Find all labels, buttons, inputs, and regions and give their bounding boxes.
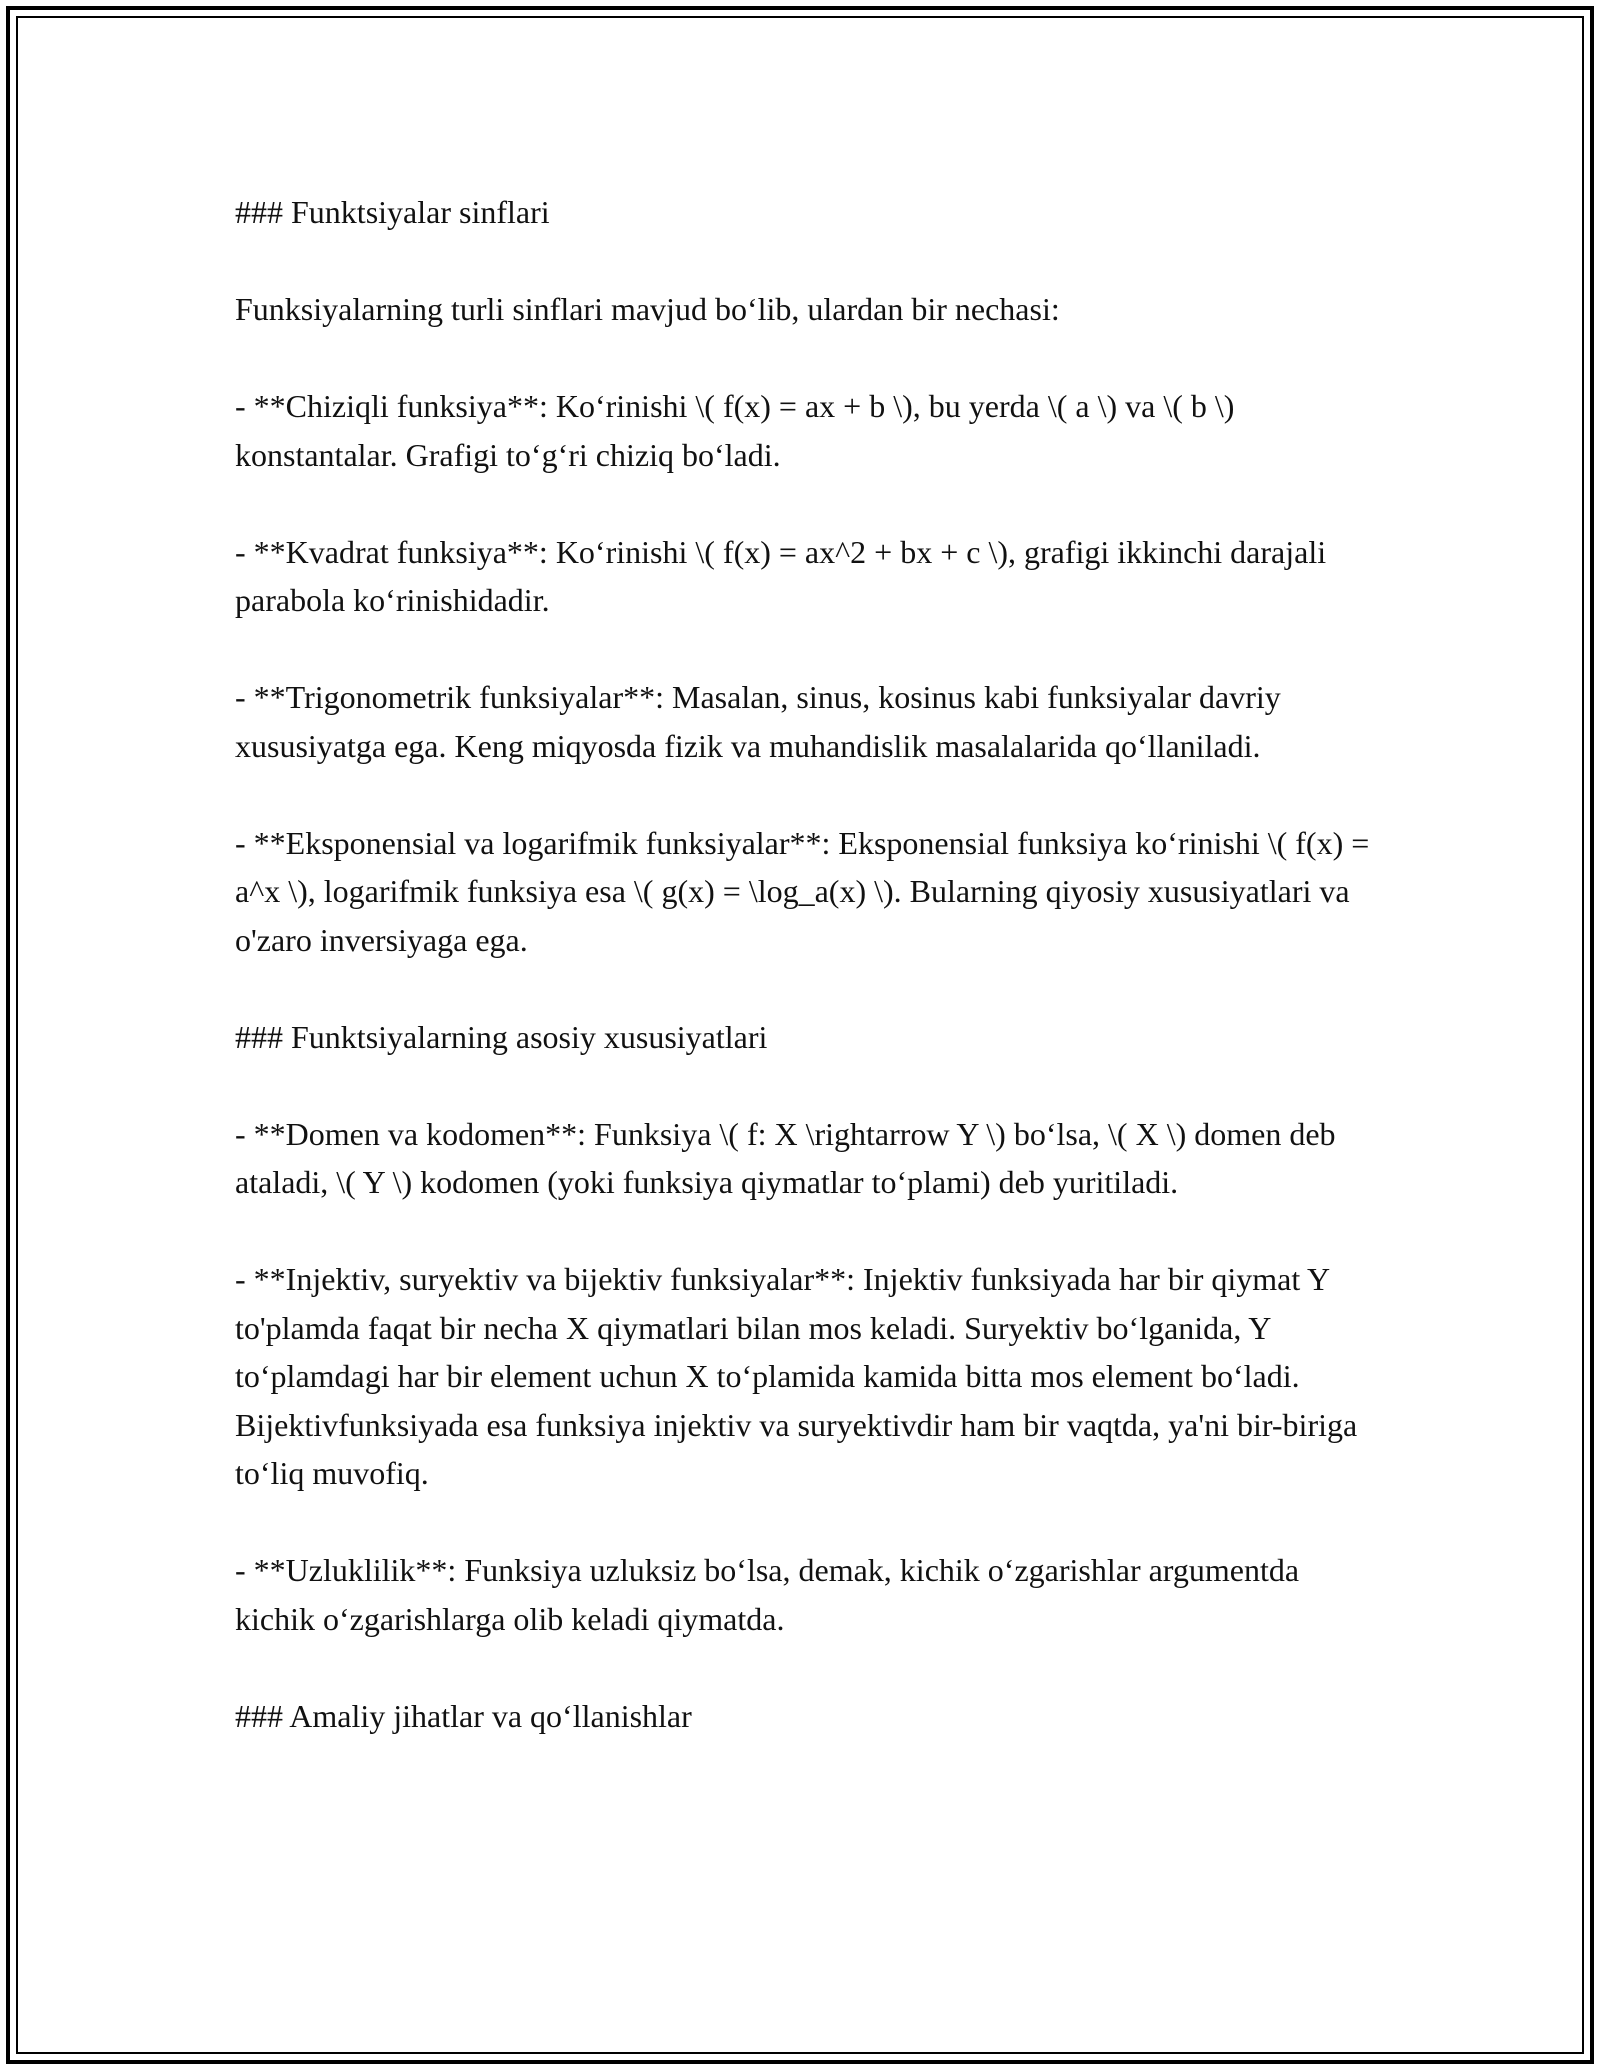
- intro-paragraph: Funksiyalarning turli sinflari mavjud bo‘lib, ulardan bir nechasi:: [235, 291, 1060, 327]
- document-body: [235, 188, 1380, 1740]
- list-item-domain-codomain: - **Domen va kodomen**: Funksiya \( f: X \rightarrow Y \) bo‘lsa, \( X \) domen deb ataladi, \( Y \) kodomen (yoki funksiya qiymatlar to‘plami) deb yuritiladi.: [235, 1115, 1336, 1200]
- list-item-linear-function: - **Chiziqli funksiya**: Ko‘rinishi \( f(x) = ax + b \), bu yerda \( a \) va \( b \) konstantalar. Grafigi to‘g‘ri chiziq bo‘ladi.: [235, 388, 1235, 473]
- list-item-exponential-logarithmic: - **Eksponensial va logarifmik funksiyalar**: Eksponensial funksiya ko‘rinishi \( f(x) = a^x \), logarifmik funksiya esa \( g(x) = \log_a(x) \). Bularning qiyosiy xususiyatlari va o'zaro inversiyaga ega.: [235, 824, 1370, 958]
- section-heading-practical-aspects: ### Amaliy jihatlar va qo‘llanishlar: [235, 1697, 692, 1734]
- list-item-continuity: - **Uzluklilik**: Funksiya uzluksiz bo‘lsa, demak, kichik o‘zgarishlar argumentda kichik o‘zgarishlarga olib keladi qiymatda.: [235, 1552, 1300, 1637]
- list-item-quadratic-function: - **Kvadrat funksiya**: Ko‘rinishi \( f(x) = ax^2 + bx + c \), grafigi ikkinchi darajali parabola ko‘rinishidadir.: [235, 533, 1327, 618]
- section-heading-function-classes: ### Funktsiyalar sinflari: [235, 194, 550, 230]
- section-heading-main-properties: ### Funktsiyalarning asosiy xususiyatlari: [235, 1018, 768, 1055]
- list-item-injective-surjective-bijective: - **Injektiv, suryektiv va bijektiv funksiyalar**: Injektiv funksiyada har bir qiymat Y to'plamda faqat bir necha X qiymatlari bilan mos keladi. Suryektiv bo‘lganida, Y to‘plamdagi har bir element uchun X to‘plamida kamida bitta mos element bo‘ladi. Bijektivfunksiyada esa funksiya injektiv va suryektivdir ham bir vaqtda, ya'ni bir-biriga to‘liq muvofiq.: [235, 1261, 1358, 1491]
- list-item-trigonometric-functions: - **Trigonometrik funksiyalar**: Masalan, sinus, kosinus kabi funksiyalar davriy xususiyatga ega. Keng miqyosda fizik va muhandislik masalalarida qo‘llaniladi.: [235, 679, 1281, 764]
